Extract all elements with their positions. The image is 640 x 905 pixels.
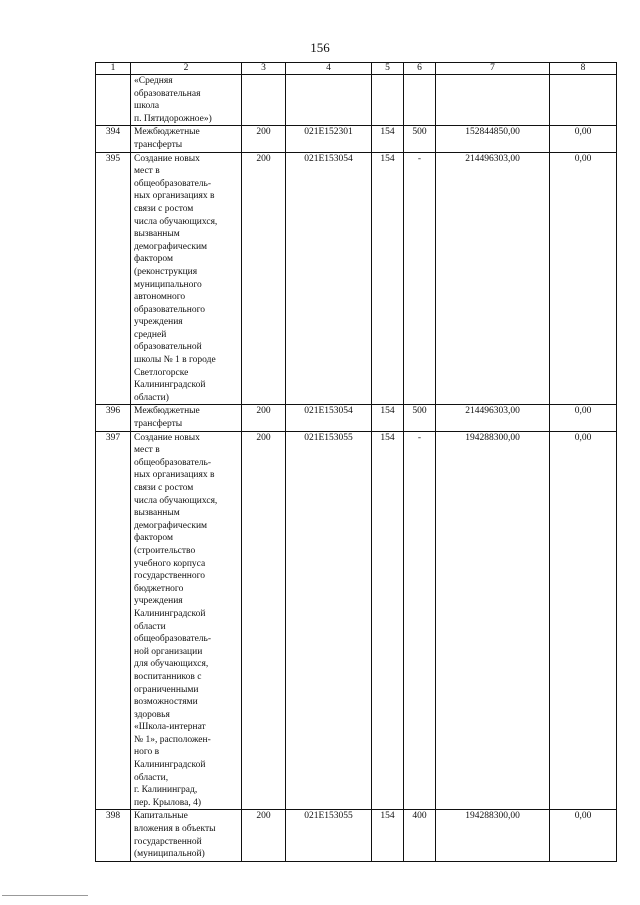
row-name-line: области	[134, 621, 166, 632]
row-name-line: учреждения	[134, 317, 183, 328]
row-name-line: (реконструкция	[134, 266, 198, 277]
row-name-line: учебного корпуса	[134, 558, 206, 569]
cell-c6: 500	[404, 405, 436, 431]
row-name-line: вложения в объекты	[134, 824, 216, 835]
cell-c4: 021E153054	[286, 152, 372, 405]
row-name-line: демографическим	[134, 241, 208, 252]
row-name-line: Создание новых	[134, 432, 200, 443]
row-name-line: ной организации	[134, 646, 203, 657]
cell-c6: 400	[404, 810, 436, 861]
row-name-line: общеобразователь-	[134, 634, 212, 645]
footer-rule	[2, 895, 88, 896]
cell-c8: 0,00	[550, 126, 617, 152]
row-name-line: здоровья	[134, 709, 170, 720]
cell-c3: 200	[242, 431, 286, 810]
column-header-6: 6	[404, 63, 436, 75]
cell-c3	[242, 75, 286, 126]
cell-c8: 0,00	[550, 431, 617, 810]
row-name	[131, 152, 242, 405]
cell-c8: 0,00	[550, 152, 617, 405]
row-name-line: Капитальные	[134, 811, 188, 822]
row-name-line: Калининградской	[134, 608, 206, 619]
row-name-line: учреждения	[134, 596, 183, 607]
row-name-line: муниципального	[134, 279, 202, 290]
table-row	[96, 152, 617, 405]
cell-c3: 200	[242, 405, 286, 431]
row-name-line: Калининградской	[134, 380, 206, 391]
row-name-line: г. Калининград,	[134, 785, 198, 796]
cell-c5: 154	[372, 152, 404, 405]
row-name-line: ограниченными	[134, 684, 199, 695]
page-number: 156	[310, 40, 330, 55]
cell-c6: 500	[404, 126, 436, 152]
row-name-line: школа	[134, 101, 160, 112]
row-name-line: фактором	[134, 533, 173, 544]
cell-c7: 194288300,00	[436, 431, 550, 810]
cell-c4: 021E153055	[286, 810, 372, 861]
column-header-8: 8	[550, 63, 617, 75]
row-name-line: ного в	[134, 747, 160, 758]
column-header-5: 5	[372, 63, 404, 75]
cell-c3: 200	[242, 810, 286, 861]
cell-c7: 194288300,00	[436, 810, 550, 861]
row-number: 396	[96, 405, 131, 431]
row-name-line: области)	[134, 392, 169, 403]
cell-c5: 154	[372, 126, 404, 152]
row-number	[96, 75, 131, 126]
row-number: 398	[96, 810, 131, 861]
table-row	[96, 405, 617, 431]
cell-c7: 152844850,00	[436, 126, 550, 152]
row-name-line: связи с ростом	[134, 483, 194, 493]
row-name-line: фактором	[134, 254, 173, 265]
row-name-line: п. Пятидорожное»)	[134, 113, 212, 124]
row-name-line: Межбюджетные	[134, 406, 200, 417]
row-name-line: числа обучающихся,	[134, 495, 218, 506]
table-row	[96, 75, 617, 126]
cell-c3: 200	[242, 152, 286, 405]
row-name	[131, 810, 242, 861]
row-name-line: государственной	[134, 836, 202, 847]
row-name-line: средней	[134, 329, 167, 340]
row-name-line: пер. Крылова, 4)	[134, 797, 202, 808]
row-name-line: мест в	[134, 445, 160, 456]
row-name-line: ных организациях в	[134, 191, 215, 202]
row-name-line: общеобразователь-	[134, 457, 212, 468]
cell-c4: 021E153055	[286, 431, 372, 810]
row-name-line: (муниципальной)	[134, 849, 205, 860]
table-row	[96, 126, 617, 152]
row-name	[131, 75, 242, 126]
row-name-line: Создание новых	[134, 153, 200, 164]
column-header-7: 7	[436, 63, 550, 75]
row-name-line: вызванным	[134, 508, 180, 519]
cell-c7	[436, 75, 550, 126]
cell-c7: 214496303,00	[436, 405, 550, 431]
row-name-line: Калининградской	[134, 760, 206, 771]
row-name-line: образовательная	[134, 88, 201, 99]
cell-c5: 154	[372, 405, 404, 431]
row-name-line: области,	[134, 772, 169, 783]
column-header-2: 2	[131, 63, 242, 75]
column-header-3: 3	[242, 63, 286, 75]
table-row	[96, 431, 617, 810]
row-name-line: трансферты	[134, 419, 183, 430]
row-name-line: школы № 1 в городе	[134, 355, 216, 366]
table-body	[96, 75, 617, 862]
header-row	[96, 63, 617, 75]
cell-c7: 214496303,00	[436, 152, 550, 405]
table-row	[96, 810, 617, 861]
row-name-line: автономного	[134, 292, 186, 303]
cell-c8: 0,00	[550, 810, 617, 861]
row-name-line: Светлогорске	[134, 367, 189, 378]
row-name-line: образовательного	[134, 304, 206, 315]
budget-table	[95, 62, 617, 862]
cell-c4: 021E153054	[286, 405, 372, 431]
column-header-4: 4	[286, 63, 372, 75]
cell-c3: 200	[242, 126, 286, 152]
row-name	[131, 431, 242, 810]
row-name-line: возможностями	[134, 697, 198, 708]
row-name	[131, 405, 242, 431]
cell-c6	[404, 75, 436, 126]
row-name-line: бюджетного	[134, 583, 184, 594]
row-name-line: «Средняя	[134, 76, 173, 86]
row-name-line: демографическим	[134, 520, 208, 531]
row-name-line: воспитанников с	[134, 671, 202, 682]
column-header-1: 1	[96, 63, 131, 75]
cell-c6: -	[404, 431, 436, 810]
row-number: 395	[96, 152, 131, 405]
cell-c5: 154	[372, 431, 404, 810]
row-name-line: государственного	[134, 571, 206, 582]
row-name-line: № 1», расположен-	[134, 734, 211, 745]
row-name-line: ных организациях в	[134, 470, 215, 481]
row-name-line: «Школа-интернат	[134, 722, 206, 733]
row-name-line: связи с ростом	[134, 203, 194, 214]
row-name	[131, 126, 242, 152]
cell-c4: 021E152301	[286, 126, 372, 152]
cell-c6: -	[404, 152, 436, 405]
row-name-line: общеобразователь-	[134, 178, 212, 189]
cell-c5: 154	[372, 810, 404, 861]
cell-c5	[372, 75, 404, 126]
row-name-line: трансферты	[134, 139, 183, 150]
row-name-line: вызванным	[134, 229, 180, 240]
row-number: 394	[96, 126, 131, 152]
row-name-line: числа обучающихся,	[134, 216, 218, 227]
row-name-line: мест в	[134, 166, 160, 177]
cell-c8	[550, 75, 617, 126]
cell-c4	[286, 75, 372, 126]
row-name-line: образовательной	[134, 342, 202, 353]
row-name-line: для обучающихся,	[134, 659, 209, 670]
row-number: 397	[96, 431, 131, 810]
row-name-line: (строительство	[134, 545, 196, 556]
row-name-line: Межбюджетные	[134, 127, 200, 138]
cell-c8: 0,00	[550, 405, 617, 431]
